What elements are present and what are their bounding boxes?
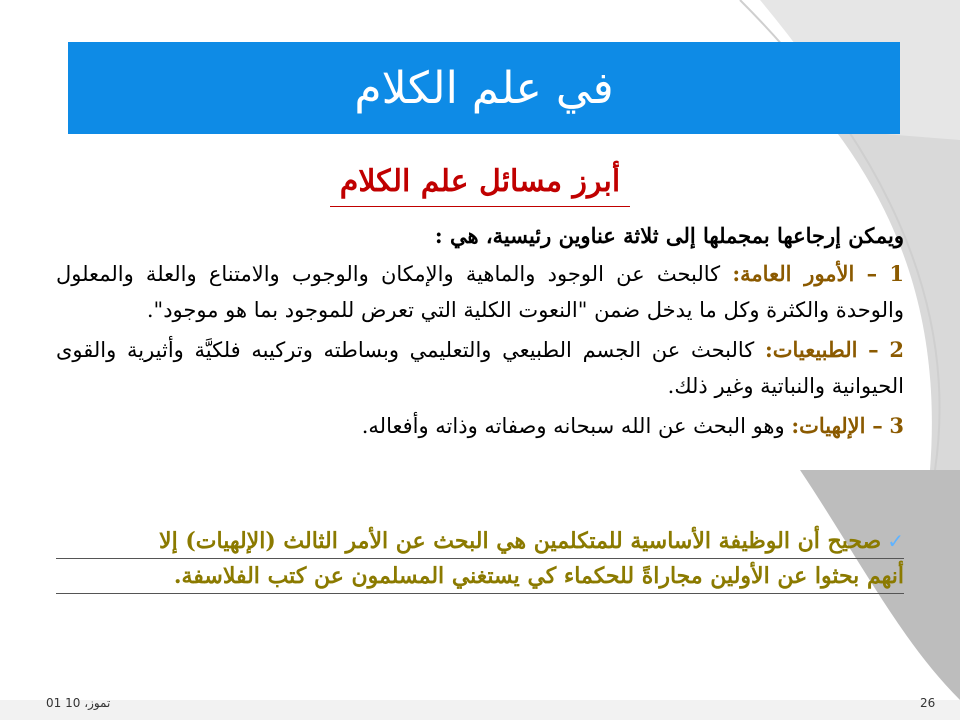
conclusion-text-1: صحيح أن الوظيفة الأساسية للمتكلمين هي البحث عن الأمر الثالث (الإلهيات) إلا [159,528,882,554]
item-text: كالبحث عن الوجود والماهية والإمكان والوجوب والامتناع والعلة والمعلول والوحدة والكثرة وكل ما يدخل ضمن "النعوت الكلية التي تعرض للموجود بما هو موجود". [56,262,904,322]
intro-text: ويمكن إرجاعها بمجملها إلى ثلاثة عناوين رئيسية، هي : [434,223,904,248]
list-item-1 [56,256,904,328]
conclusion-line-1 [56,524,904,559]
list-item-3 [56,408,904,444]
item-label: الطبيعيات: [764,337,858,362]
conclusion-line-2: أنهم بحثوا عن الأولين مجاراةً للحكماء كي يستغني المسلمون عن كتب الفلاسفة. [56,559,904,594]
item-text: وهو البحث عن الله سبحانه وصفاته وذاته وأفعاله. [361,414,785,438]
item-number: 3 [889,413,904,438]
item-number: 2 [889,337,904,362]
item-dash: – [872,413,883,438]
slide-body [56,220,904,448]
footer-date: 01 تموز، 10 [46,696,111,710]
item-number: 1 [889,261,904,286]
slide-subtitle: أبرز مسائل علم الكلام [330,160,630,207]
item-dash: – [868,337,879,362]
item-dash: – [866,261,878,286]
conclusion-block [56,524,904,594]
item-label: الإلهيات: [791,413,866,438]
list-item-2 [56,332,904,404]
title-bar [68,42,900,134]
checkmark-icon: ✓ [887,529,904,553]
footer-page-number: 26 [920,696,936,710]
item-text: كالبحث عن الجسم الطبيعي والتعليمي وبساطته وتركيبه فلكيَّة وأثيرية والقوى الحيوانية والنباتية وغير ذلك. [56,338,904,398]
item-label: الأمور العامة: [732,261,855,286]
slide-title: في علم الكلام [354,62,614,114]
background-gray-bottom [0,700,960,720]
